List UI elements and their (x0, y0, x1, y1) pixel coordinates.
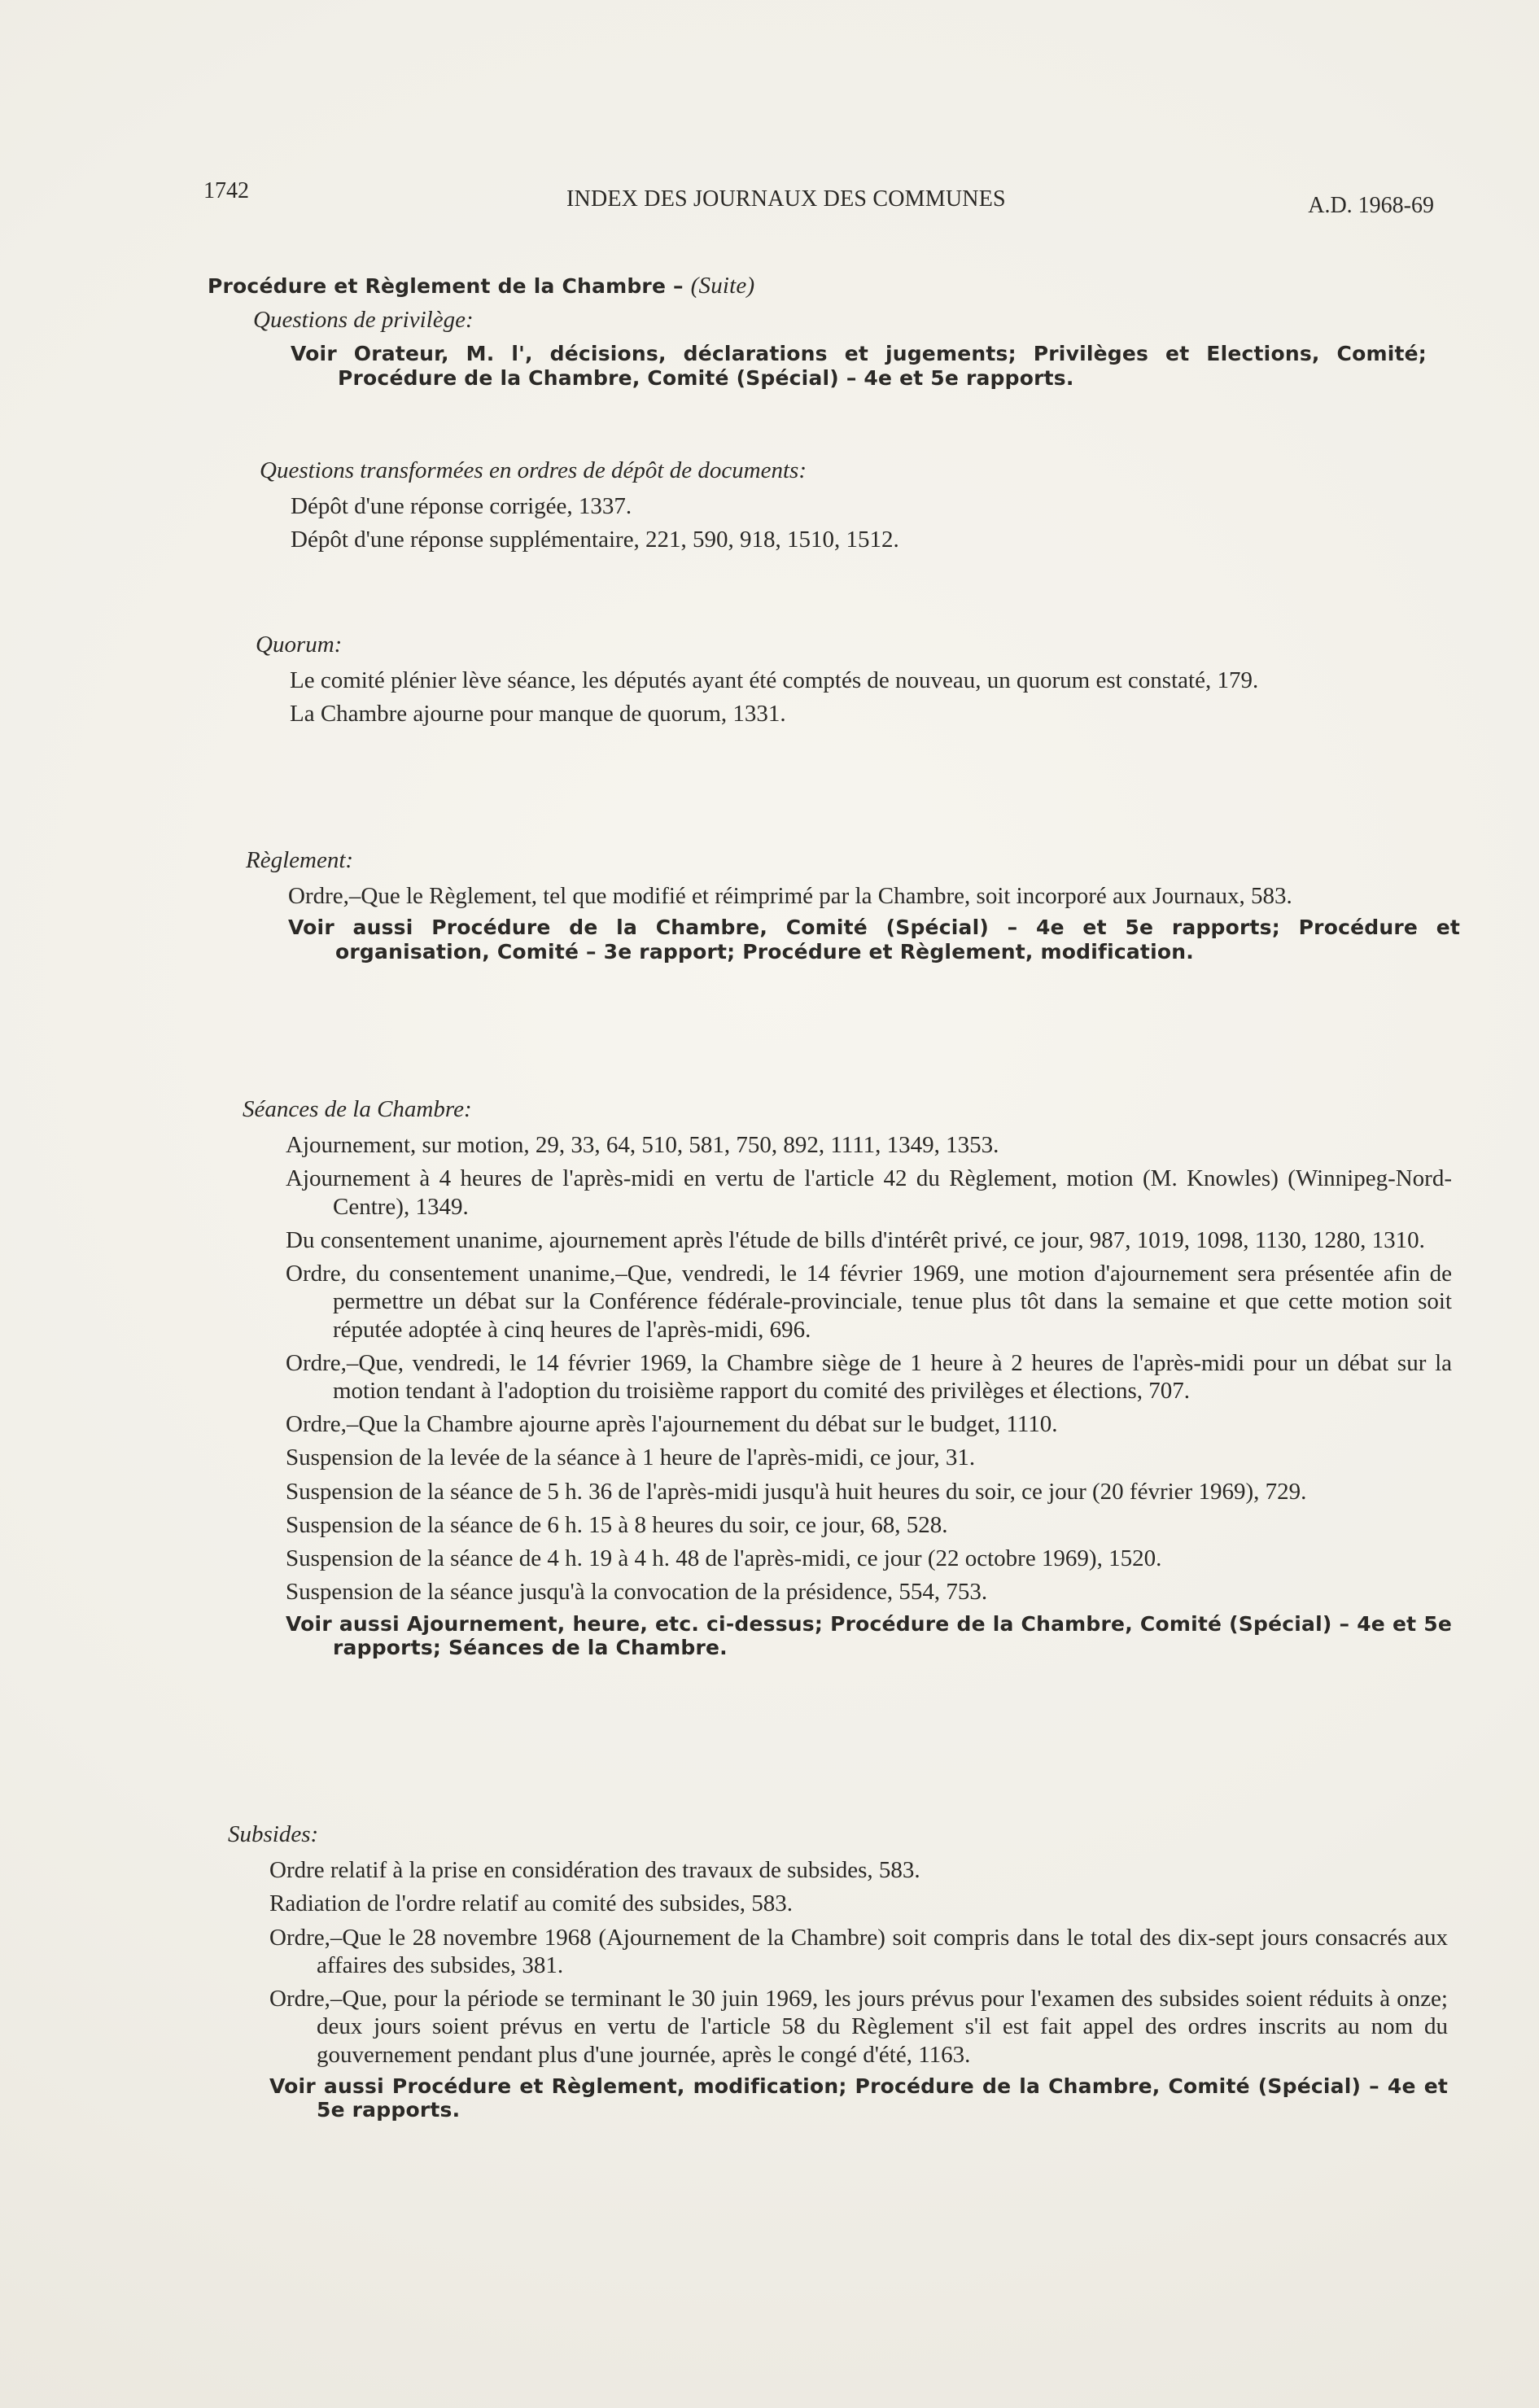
seances-section (243, 1095, 1463, 1666)
seances-subhead: Séances de la Chambre: (243, 1096, 472, 1122)
procedure-title-suite: (Suite) (690, 273, 755, 299)
seances-entry-4: Ordre, du consentement unanime,–Que, vendredi, le 14 février 1969, une motion d'ajournement sera présentée afin de permettre un débat sur la Conférence fédérale-provinciale, tenue plus tôt dans la semaine et que cette motion soit réputée adoptée à cinq heures de l'après-midi, 696. (286, 1261, 1452, 1343)
page-number: 1742 (203, 178, 249, 203)
subsides-entry-5: Voir aussi Procédure et Règlement, modification; Procédure de la Chambre, Comité (Spécial) – 4e et 5e rapports. (269, 2074, 1448, 2122)
quorum-entry-2: La Chambre ajourne pour manque de quorum, 1331. (290, 701, 786, 728)
seances-entry-8: Suspension de la séance de 5 h. 36 de l'après-midi jusqu'à huit heures du soir, ce jour (20 février 1969), 729. (286, 1478, 1307, 1505)
quorum-section (256, 631, 1476, 734)
page-year: A.D. 1968-69 (1308, 193, 1434, 218)
transformed-questions-entry-1: Dépôt d'une réponse corrigée, 1337. (291, 493, 632, 520)
subsides-section (228, 1820, 1449, 2128)
seances-entry-9: Suspension de la séance de 6 h. 15 à 8 heures du soir, ce jour, 68, 528. (286, 1511, 948, 1538)
subsides-subhead: Subsides: (228, 1821, 319, 1847)
procedure-title-main: Procédure et Règlement de la Chambre – (208, 274, 684, 298)
subsides-entry-2: Radiation de l'ordre relatif au comité des subsides, 583. (269, 1890, 794, 1917)
transformed-questions-subhead: Questions transformées en ordres de dépôt de documents: (260, 457, 807, 483)
quorum-subhead: Quorum: (256, 631, 343, 658)
running-title: INDEX DES JOURNAUX DES COMMUNES (566, 186, 1006, 212)
subsides-entry-4: Ordre,–Que, pour la période se terminant le 30 juin 1969, les jours prévus pour l'examen des subsides soient réduits à onze; deux jours soient prévus en vertu de l'article 58 du Règlement s'il est fait appel des ordres inscrits au nom du gouvernement pendant plus d'une journée, après le congé d'été, 1163. (269, 1986, 1448, 2068)
transformed-questions-entry-2: Dépôt d'une réponse supplémentaire, 221, 590, 918, 1510, 1512. (291, 527, 899, 553)
seances-entry-1: Ajournement, sur motion, 29, 33, 64, 510, 581, 750, 892, 1111, 1349, 1353. (286, 1132, 999, 1159)
seances-entry-12: Voir aussi Ajournement, heure, etc. ci-dessus; Procédure de la Chambre, Comité (Spécial) – 4e et 5e rapports; Séances de la Chambre. (286, 1611, 1452, 1659)
subsides-entry-3: Ordre,–Que le 28 novembre 1968 (Ajournement de la Chambre) soit compris dans le total des dix-sept jours consacrés aux affaires des subsides, 381. (269, 1924, 1448, 1978)
seances-entry-2: Ajournement à 4 heures de l'après-midi en vertu de l'article 42 du Règlement, motion (M. Knowles) (Winnipeg-Nord-Centre), 1349. (286, 1165, 1452, 1220)
seances-entry-7: Suspension de la levée de la séance à 1 heure de l'après-midi, ce jour, 31. (286, 1444, 976, 1471)
quorum-entry-1: Le comité plénier lève séance, les députés ayant été comptés de nouveau, un quorum est constaté, 179. (290, 667, 1259, 694)
transformed-questions-section (260, 457, 1480, 560)
seances-entry-3: Du consentement unanime, ajournement après l'étude de bills d'intérêt privé, ce jour, 987, 1019, 1098, 1130, 1280, 1310. (286, 1226, 1425, 1253)
page-header (203, 177, 1434, 218)
subsides-entry-1: Ordre relatif à la prise en considération des travaux de subsides, 583. (269, 1857, 920, 1884)
procedure-title (208, 272, 1428, 299)
seances-entry-5: Ordre,–Que, vendredi, le 14 février 1969, la Chambre siège de 1 heure à 2 heures de l'après-midi pour un débat sur la motion tendant à l'adoption du troisième rapport du comité des privilèges et élections, 707. (286, 1349, 1452, 1404)
reglement-entry-1: Ordre,–Que le Règlement, tel que modifié et réimprimé par la Chambre, soit incorporé aux Journaux, 583. (288, 883, 1292, 910)
privilege-entry: Voir Orateur, M. l', décisions, déclarations et jugements; Privilèges et Elections, Comité; Procédure de la Chambre, Comité (Spécial) – 4e et 5e rapports. (291, 342, 1427, 390)
seances-entry-10: Suspension de la séance de 4 h. 19 à 4 h. 48 de l'après-midi, ce jour (22 octobre 1969), 1520. (286, 1545, 1162, 1572)
reglement-section (246, 846, 1467, 969)
reglement-entry-2: Voir aussi Procédure de la Chambre, Comité (Spécial) – 4e et 5e rapports; Procédure et organisation, Comité – 3e rapport; Procédure et Règlement, modification. (288, 916, 1460, 964)
reglement-subhead: Règlement: (246, 847, 354, 873)
seances-entry-6: Ordre,–Que la Chambre ajourne après l'ajournement du débat sur le budget, 1110. (286, 1411, 1058, 1438)
seances-entry-11: Suspension de la séance jusqu'à la convocation de la présidence, 554, 753. (286, 1579, 988, 1606)
procedure-section (208, 272, 1428, 396)
privilege-subhead: Questions de privilège: (253, 307, 474, 334)
